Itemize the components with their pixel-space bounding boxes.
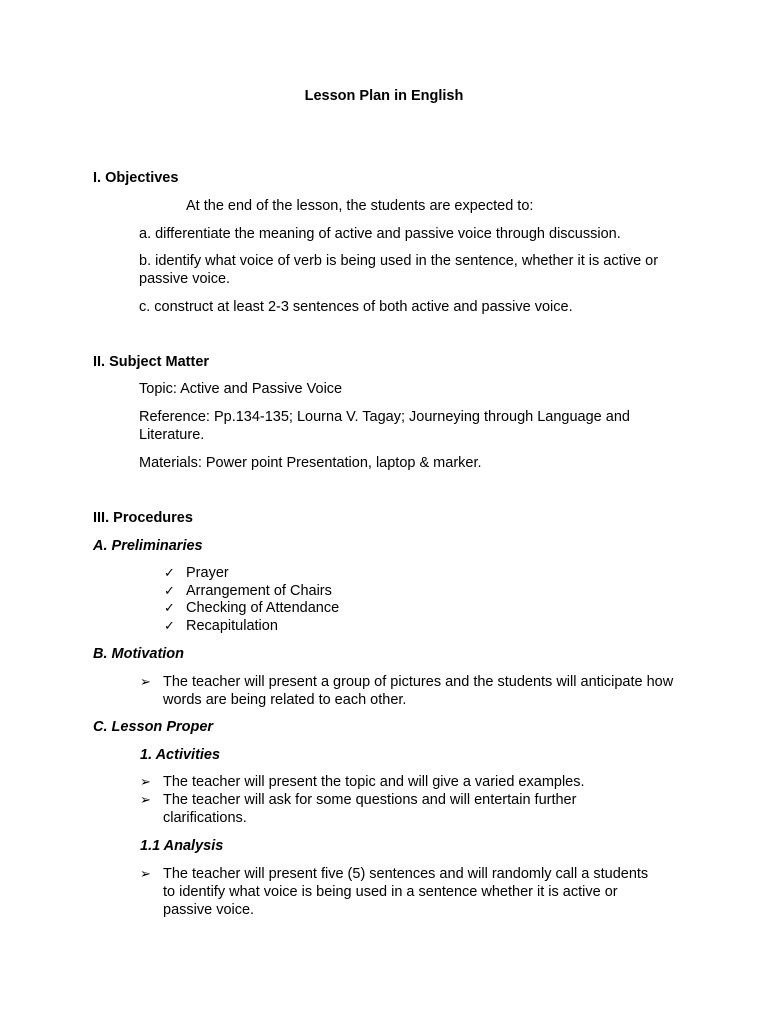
objectives-intro: At the end of the lesson, the students are expected to: (186, 198, 534, 214)
analysis-heading: 1.1 Analysis (140, 838, 224, 854)
checkmark-icon: ✓ (164, 583, 175, 598)
checkmark-icon: ✓ (164, 600, 175, 615)
subject-topic: Topic: Active and Passive Voice (139, 381, 343, 397)
subject-materials: Materials: Power point Presentation, laptop & marker. (139, 455, 482, 471)
arrow-bullet-icon: ➢ (140, 866, 151, 881)
subject-matter-heading: II. Subject Matter (93, 354, 210, 370)
checkmark-icon: ✓ (164, 565, 175, 580)
activities-heading: 1. Activities (140, 747, 221, 763)
page-title: Lesson Plan in English (304, 88, 464, 104)
preliminaries-heading: A. Preliminaries (93, 538, 203, 554)
list-item-label: Prayer (186, 565, 229, 581)
list-item-label: Checking of Attendance (186, 600, 340, 616)
arrow-bullet-icon: ➢ (140, 792, 151, 807)
subject-reference: Reference: Pp.134-135; Lourna V. Tagay; Journeying through Language and Literature. (139, 409, 630, 443)
list-item-label: Arrangement of Chairs (186, 583, 332, 599)
list-item-label: The teacher will ask for some questions and will entertain further clarifications. (163, 792, 577, 826)
objectives-heading: I. Objectives (93, 170, 179, 186)
arrow-bullet-icon: ➢ (140, 774, 151, 789)
list-item-label: The teacher will present a group of pictures and the students will anticipate how words are being related to each other. (163, 674, 674, 708)
checkmark-icon: ✓ (164, 618, 175, 633)
objective-item: a. differentiate the meaning of active and passive voice through discussion. (139, 226, 621, 242)
procedures-heading: III. Procedures (93, 510, 193, 526)
lesson-proper-heading: C. Lesson Proper (93, 719, 214, 735)
list-item-label: The teacher will present five (5) sentences and will randomly call a students to identify what voice is being used in a sentence whether it is active or passive voice. (163, 866, 649, 918)
objective-item: c. construct at least 2-3 sentences of both active and passive voice. (139, 299, 573, 315)
motivation-heading: B. Motivation (93, 646, 185, 662)
list-item-label: Recapitulation (186, 618, 278, 634)
objective-item: b. identify what voice of verb is being used in the sentence, whether it is active or passive voice. (139, 253, 659, 287)
arrow-bullet-icon: ➢ (140, 674, 151, 689)
list-item-label: The teacher will present the topic and will give a varied examples. (163, 774, 585, 790)
